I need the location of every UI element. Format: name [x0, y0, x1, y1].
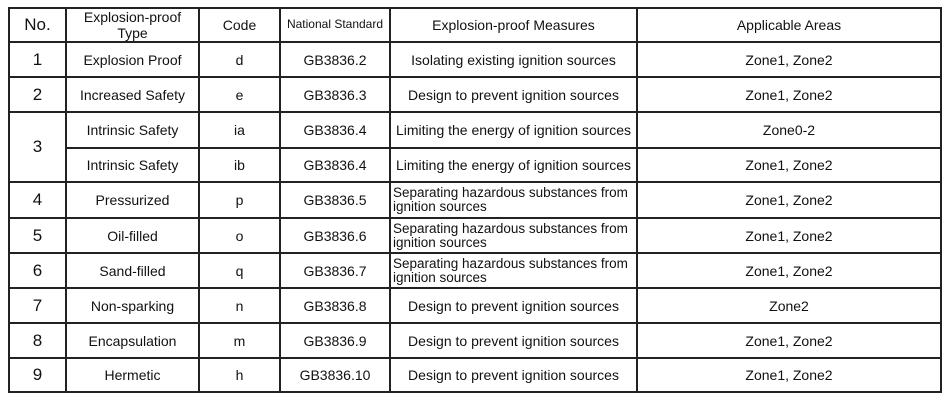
row-number: 2 [9, 77, 66, 112]
type-cell: Non-sparking [66, 288, 199, 323]
row-number: 7 [9, 288, 66, 323]
areas-cell: Zone1, Zone2 [637, 42, 941, 77]
standard-cell: GB3836.2 [280, 42, 390, 77]
table-row [9, 253, 941, 288]
standard-cell: GB3836.10 [280, 358, 390, 392]
areas-cell: Zone1, Zone2 [637, 358, 941, 392]
row-number: 6 [9, 253, 66, 288]
areas-cell: Zone1, Zone2 [637, 77, 941, 112]
type-cell: Pressurized [66, 182, 199, 218]
table-row [9, 112, 941, 148]
type-cell: Encapsulation [66, 323, 199, 358]
areas-cell: Zone2 [637, 288, 941, 323]
header-no: No. [9, 8, 66, 42]
code-cell: e [199, 77, 280, 112]
row-number: 3 [9, 112, 66, 182]
type-cell: Oil-filled [66, 218, 199, 253]
measure-cell: Separating hazardous substances from ignition sources [390, 182, 637, 218]
header-code: Code [199, 8, 280, 42]
standard-cell: GB3836.3 [280, 77, 390, 112]
type-cell: Explosion Proof [66, 42, 199, 77]
code-cell: ia [199, 112, 280, 148]
table-row [9, 148, 941, 182]
header-type: Explosion-proof Type [66, 8, 199, 42]
header-areas: Applicable Areas [637, 8, 941, 42]
code-cell: q [199, 253, 280, 288]
measure-cell: Design to prevent ignition sources [390, 288, 637, 323]
areas-cell: Zone1, Zone2 [637, 323, 941, 358]
type-cell: Hermetic [66, 358, 199, 392]
type-cell: Intrinsic Safety [66, 112, 199, 148]
areas-cell: Zone1, Zone2 [637, 148, 941, 182]
measure-cell: Design to prevent ignition sources [390, 323, 637, 358]
areas-cell: Zone1, Zone2 [637, 182, 941, 218]
standard-cell: GB3836.4 [280, 112, 390, 148]
row-number: 5 [9, 218, 66, 253]
code-cell: o [199, 218, 280, 253]
row-number: 4 [9, 182, 66, 218]
measure-cell: Isolating existing ignition sources [390, 42, 637, 77]
table-row [9, 42, 941, 77]
row-number: 1 [9, 42, 66, 77]
measure-cell: Limiting the energy of ignition sources [390, 148, 637, 182]
header-row [9, 8, 941, 42]
header-standard: National Standard [280, 8, 390, 42]
type-cell: Intrinsic Safety [66, 148, 199, 182]
code-cell: d [199, 42, 280, 77]
measure-cell: Design to prevent ignition sources [390, 358, 637, 392]
table-row [9, 77, 941, 112]
type-cell: Sand-filled [66, 253, 199, 288]
table-row [9, 288, 941, 323]
header-measures: Explosion-proof Measures [390, 8, 637, 42]
code-cell: p [199, 182, 280, 218]
areas-cell: Zone1, Zone2 [637, 218, 941, 253]
type-cell: Increased Safety [66, 77, 199, 112]
table-row [9, 218, 941, 253]
measure-cell: Design to prevent ignition sources [390, 77, 637, 112]
standard-cell: GB3836.4 [280, 148, 390, 182]
code-cell: h [199, 358, 280, 392]
standard-cell: GB3836.6 [280, 218, 390, 253]
standard-cell: GB3836.9 [280, 323, 390, 358]
measure-cell: Separating hazardous substances from ignition sources [390, 253, 637, 288]
standard-cell: GB3836.7 [280, 253, 390, 288]
standard-cell: GB3836.8 [280, 288, 390, 323]
code-cell: m [199, 323, 280, 358]
explosion-proof-table [8, 7, 942, 393]
row-number: 9 [9, 358, 66, 392]
table-row [9, 323, 941, 358]
code-cell: n [199, 288, 280, 323]
measure-cell: Limiting the energy of ignition sources [390, 112, 637, 148]
standard-cell: GB3836.5 [280, 182, 390, 218]
table-row [9, 358, 941, 392]
row-number: 8 [9, 323, 66, 358]
table-row [9, 182, 941, 218]
measure-cell: Separating hazardous substances from ignition sources [390, 218, 637, 253]
code-cell: ib [199, 148, 280, 182]
areas-cell: Zone1, Zone2 [637, 253, 941, 288]
areas-cell: Zone0-2 [637, 112, 941, 148]
